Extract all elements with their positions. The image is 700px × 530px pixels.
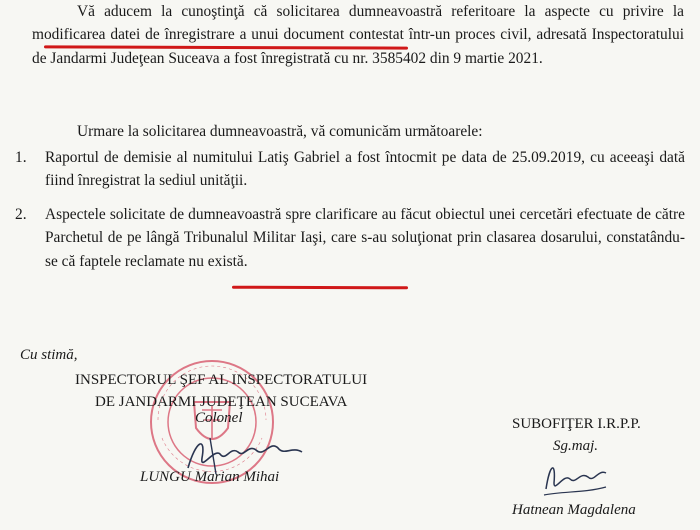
intro-text-end: contestat într-un proces civil, adresată Inspectoratului de Jandarmi Judeţean Suceava a fost înregistrată cu nr. 3585402 din 9 martie 2021. (32, 26, 684, 67)
list-item-1-text: Raportul de demisie al numitului Latiş Gabriel a fost întocmit pe data de 25.09.2019, cu aceeaşi dată fiind înregistrat la sediul unităţii. (45, 149, 685, 190)
intro-text-start: Vă aducem la cunoştinţă că solicitarea dumneavoastră referitoare la aspecte cu privire la (77, 3, 684, 20)
officer-name: Hatnean Magdalena (512, 502, 636, 518)
list-item-2-text: Aspectele solicitate de dumneavoastră spre clarificare au făcut obiectul unei cercetări efectuate de către Parchetul de pe lângă Tribunalul Militar Iaşi, care s-au soluţionat prin clasarea dosarului, constatându-se că (45, 206, 685, 270)
inspector-title-line-1: INSPECTORUL ŞEF AL INSPECTORATULUI (75, 372, 368, 388)
list-item-1 (45, 146, 685, 193)
officer-signature (540, 455, 610, 500)
communication-intro: Urmare la solicitarea dumneavoastră, vă comunicăm următoarele: (77, 123, 483, 140)
list-item-2-end: . (243, 252, 248, 270)
inspector-rank: Colonel (195, 410, 243, 426)
intro-paragraph (32, 0, 684, 70)
inspector-name: LUNGU Marian Mihai (140, 469, 280, 485)
officer-rank: Sg.maj. (553, 438, 598, 454)
highlighted-conclusion: faptele reclamate nu există (79, 252, 244, 270)
officer-title: SUBOFIŢER I.R.P.P. (512, 416, 641, 432)
list-number-1: 1. (15, 149, 27, 166)
list-number-2: 2. (15, 206, 27, 223)
highlighted-subject: modificarea datei de înregistrare a unui document (32, 26, 345, 44)
closing-greeting: Cu stimă, (20, 347, 78, 363)
inspector-title-line-2: DE JANDARMI JUDEŢEAN SUCEAVA (95, 394, 348, 410)
red-underline-conclusion (232, 286, 408, 290)
list-item-2 (45, 203, 685, 273)
